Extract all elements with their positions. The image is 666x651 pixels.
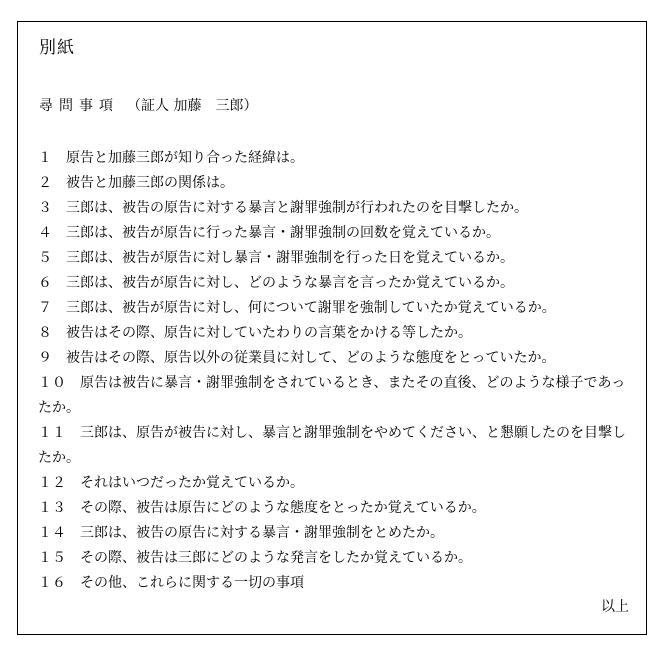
question-text: 三郎は、原告が被告に対し、暴言と謝罪強制をやめてください、と懇願したのを目撃したか。: [38, 425, 626, 466]
question-item: [38, 321, 638, 346]
question-number: １６: [38, 575, 66, 591]
question-text: 三郎は、被告の原告に対する暴言と謝罪強制が行われたのを目撃したか。: [66, 200, 528, 216]
question-text: 三郎は、被告が原告に対し、どのような暴言を言ったか覚えているか。: [66, 275, 514, 291]
question-number: １: [38, 150, 52, 166]
question-item: [38, 546, 638, 571]
examination-heading-label: 尋問事項: [39, 98, 119, 114]
question-list: [38, 146, 638, 596]
question-number: ３: [38, 200, 52, 216]
question-item: [38, 521, 638, 546]
examination-heading: [39, 97, 257, 115]
question-item: [38, 171, 638, 196]
question-text: 三郎は、被告が原告に行った暴言・謝罪強制の回数を覚えているか。: [66, 225, 500, 241]
question-number: ７: [38, 300, 52, 316]
question-item: [38, 496, 638, 521]
question-text: 原告と加藤三郎が知り合った経緯は。: [66, 150, 304, 166]
question-number: ８: [38, 325, 52, 341]
question-item: [38, 421, 638, 471]
question-text: 被告と加藤三郎の関係は。: [66, 175, 234, 191]
question-number: ５: [38, 250, 52, 266]
document-title: 別紙: [39, 38, 75, 58]
question-number: １４: [38, 525, 66, 541]
question-item: [38, 246, 638, 271]
question-number: ９: [38, 350, 52, 366]
question-item: [38, 146, 638, 171]
question-number: ４: [38, 225, 52, 241]
witness-name: （証人 加藤 三郎）: [127, 98, 258, 114]
question-item: [38, 296, 638, 321]
question-number: ６: [38, 275, 52, 291]
question-item: [38, 571, 638, 596]
question-item: [38, 346, 638, 371]
question-item: [38, 271, 638, 296]
question-number: １３: [38, 500, 66, 516]
question-text: それはいつだったか覚えているか。: [80, 475, 304, 491]
closing-mark: 以上: [601, 599, 629, 615]
question-number: １２: [38, 475, 66, 491]
question-text: 原告は被告に暴言・謝罪強制をされているとき、またその直後、どのような様子であったか。: [38, 375, 626, 416]
question-text: 三郎は、被告が原告に対し、何について謝罪を強制していたか覚えているか。: [66, 300, 556, 316]
question-text: その他、これらに関する一切の事項: [80, 575, 304, 591]
question-text: 被告はその際、原告に対していたわりの言葉をかける等したか。: [66, 325, 472, 341]
question-item: [38, 371, 638, 421]
document-frame: [17, 21, 647, 635]
question-item: [38, 196, 638, 221]
question-text: その際、被告は原告にどのような態度をとったか覚えているか。: [80, 500, 486, 516]
question-text: 被告はその際、原告以外の従業員に対して、どのような態度をとっていたか。: [66, 350, 556, 366]
question-number: １１: [38, 425, 66, 441]
question-text: 三郎は、被告が原告に対し暴言・謝罪強制を行った日を覚えているか。: [66, 250, 514, 266]
question-number: １０: [38, 375, 66, 391]
question-number: ２: [38, 175, 52, 191]
question-text: その際、被告は三郎にどのような発言をしたか覚えているか。: [80, 550, 472, 566]
question-text: 三郎は、被告の原告に対する暴言・謝罪強制をとめたか。: [80, 525, 444, 541]
question-number: １５: [38, 550, 66, 566]
question-item: [38, 471, 638, 496]
question-item: [38, 221, 638, 246]
